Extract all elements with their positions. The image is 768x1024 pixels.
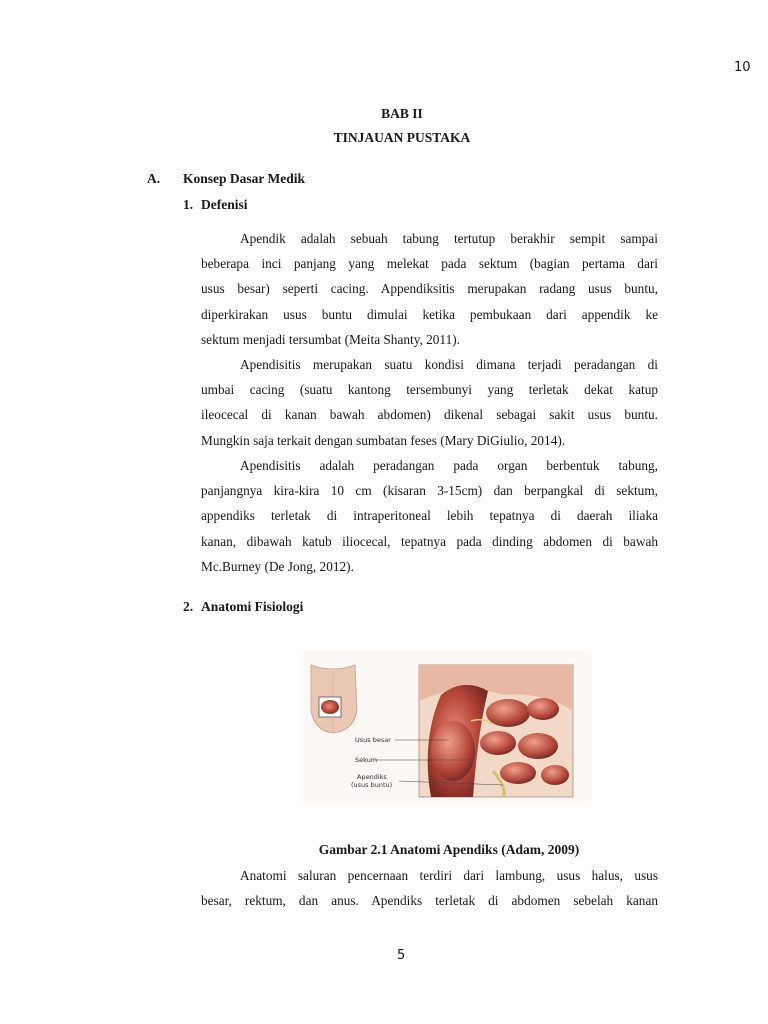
page-number-top: 10 [734,60,751,75]
chapter-title: BAB II [381,106,423,121]
text-line: diperkirakan usus buntu dimulai ketika pembukaan dari appendik ke [201,306,658,322]
text-line: Anatomi saluran pencernaan terdiri dari lambung, usus halus, usus [240,868,658,883]
section-letter: A. [147,171,161,186]
text-line: Apendisitis merupakan suatu kondisi dimana terjadi peradangan di [240,357,658,372]
chapter-subtitle: TINJAUAN PUSTAKA [333,130,471,145]
text-line: Mc.Burney (De Jong, 2012). [201,558,354,574]
label-appendix: Apendiks [357,773,387,781]
text-line: Apendik adalah sebuah tabung tertutup berakhir sempit sampai [240,231,658,246]
text-line: Apendisitis adalah peradangan pada organ berbentuk tabung, [240,458,658,473]
anatomy-figure [303,651,591,806]
text-line: besar, rektum, dan anus. Apendiks terletak di abdomen sebelah kanan [201,893,658,909]
section-title: Konsep Dasar Medik [183,171,306,186]
text-line: beberapa inci panjang yang melekat pada sektum (bagian pertama dari [201,256,658,272]
label-appendix-alt: (usus buntu) [351,781,393,789]
text-line: appendiks terletak di intraperitoneal lebih tepatnya di daerah iliaka [201,508,658,524]
paragraph-anatomy [201,863,658,913]
subsection-number: 1. [183,197,194,212]
page-number-bottom: 5 [397,948,406,963]
intestine-closeup-icon [419,665,573,797]
text-line: Mungkin saja terkait dengan sumbatan feses (Mary DiGiulio, 2014). [201,432,566,448]
text-line: panjangnya kira-kira 10 cm (kisaran 3-15cm) dan berpangkal di sektum, [201,483,658,499]
subsection-title: Anatomi Fisiologi [201,599,304,614]
torso-inset-icon [311,665,357,733]
text-line: umbai cacing (suatu kantong tersembunyi yang terletak dekat katup [201,382,658,398]
subsection-number: 2. [183,599,194,614]
text-line: kanan, dibawah katub iliocecal, tepatnya pada dinding abdomen di bawah [201,533,658,549]
paragraph-definition-2 [201,352,658,453]
paragraph-definition-3 [201,453,658,579]
text-line: ileocecal di kanan bawah abdomen) dikenal sebagai sakit usus buntu. [201,407,658,423]
paragraph-definition-1 [201,226,658,352]
text-line: sektum menjadi tersumbat (Meita Shanty, 2011). [201,331,460,347]
figure-caption: Gambar 2.1 Anatomi Apendiks (Adam, 2009) [318,842,580,857]
text-line: usus besar) seperti cacing. Appendiksitis merupakan radang usus buntu, [201,281,658,297]
subsection-title: Defenisi [201,197,248,212]
appendix-anatomy-illustration [303,651,591,806]
label-cecum: Sekum [355,756,378,764]
label-large-intestine: Usus besar [355,736,391,744]
